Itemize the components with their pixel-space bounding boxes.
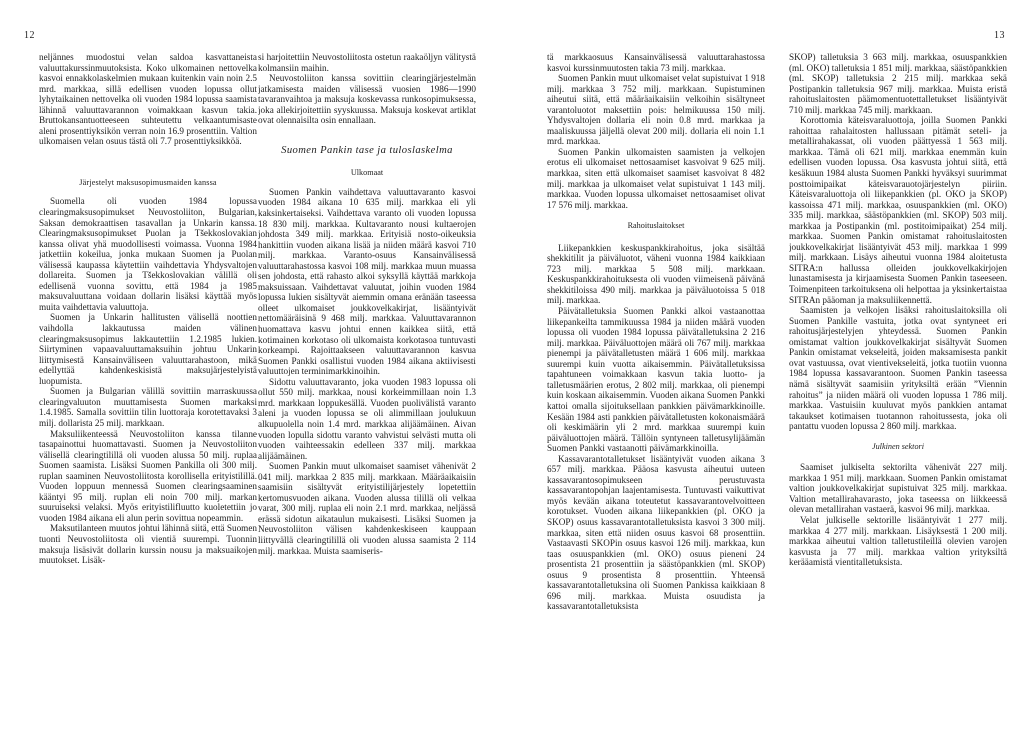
- paragraph: Saamisten ja velkojen lisäksi rahoituslaitoksilla oli Suomen Pankille vastuita, jotka ovat syntyneet eri rahoitusjärjestelyjen yhteydessä. Suomen Pankin omistamat valtion joukkovelkakirjat sisältyvät Suomen Pankin omistamat vekseleitä, joiden maksamisesta pankit ovat vastuussa, ovat vientivekseleitä, jotka tuotiin vuonna 1984 lopussa kassavarantoon. Suomen Pankin taseessa nämä sisältyvät saamisiin yrityksiltä erään ”Viennin rahoitus” ja niiden määrä oli vuoden lopussa 1 786 milj. markkaa. Vastuisiin kuuluvat myös pankkien antamat takaukset kotimaisen tuotannon rahoitussesta, joka oli pantattu vuoden lopussa 2 860 milj. markkaa.: [789, 305, 1007, 432]
- paragraph: Suomella oli vuoden 1984 lopussa clearingmaksusopimukset Neuvostoliiton, Bulgarian, Saksan demokraattisen tasavallan ja Unkarin kanssa. Clearingmaksusopimukset Puolan ja Tšekkoslovakian kanssa olivat yhä muodollisesti voimassa. Vuonna 1984 jatkettiin kokeilua, jonka mukaan Suomen ja Puolan välisessä kaupassa käytettiin vaihdettavia Yhdysvaltojen dollareita. Suomen ja Tšekkoslovakian välillä oli edellisenä vuonna sovittu, että 1984 ja 1985 maksuvaluuttana voidaan dollarin lisäksi käyttää myös muita vaihdettavia valuuttoja.: [39, 196, 257, 312]
- paragraph: Kassavarantotalletukset lisääntyivät vuoden aikana 3 657 milj. markkaa. Pääosa kasvusta aiheutui uuteen kassavarantosopimukseen perustuvasta kassavarantopohjan laajentamisesta. Tuntuvasti vaikuttivat myös kevään aikana toteutetut kassavarantovelvoitteen korotukset. Vuoden aikana liikepankkien (pl. OKO ja SKOP) osuus kassavarantotalletuksista kasvoi 3 300 milj. markkaa, siten että niiden osuus kasvoi 68 prosenttiin. Vastaavasti SKOPin osuus kasvoi 126 milj. markkaa, kun taas osuuspankkien (ml. OKO) osuus pieneni 24 prosentista 21 prosenttiin ja säästöpankkien (ml. SKOP) osuus 9 prosentista 8 prosenttiin. Yhteensä kassavarantotalletuksina oli Suomen Pankissa kaikkiaan 8 696 milj. markkaa. Muista osuudista ja kassavarantotalletuksista: [547, 453, 765, 612]
- paragraph: Neuvostoliiton kanssa sovittiin clearingjärjestelmän jatkamisesta maiden välisessä vuosien 1986—1990 tavaranvaihtoa ja maksuja koskevassa runkosopimuksessa, joka allekirjoitettiin syyskuussa. Maksuja koskevat artiklat ovat olennaisilta osin ennallaan.: [258, 73, 476, 126]
- paragraph: Maksutilanteen muutos johtui lähinnä siitä, että Suomen tuonti Neuvostoliitosta oli vientiä suurempi. Tuonnin maksuja lisäsivät dollarin kurssin nousu ja maksuaikojen muutokset. Lisäk-: [39, 523, 257, 566]
- page-number-right: 13: [994, 30, 1005, 41]
- column-2: [258, 52, 476, 722]
- page-number-left: 12: [24, 30, 35, 41]
- paragraph: Suomen ja Bulgarian välillä sovittiin marraskuussa clearingvaluuton muuttamisesta Suomen markaksi 1.4.1985. Samalla sovittiin tilin luottoraja korotettavaksi 3 milj. dollarista 25 milj. markkaan.: [39, 386, 257, 428]
- paragraph: Velat julkiselle sektorille lisääntyivät 1 277 milj. markkaa 4 277 milj. markkaan. Lisäyksestä 1 200 milj. markkaa aiheutui valtion talletustileillä olevien varojen kasvusta ja 77 milj. markkaa valtion yrityksiltä kerääamistä vientitalletuksista.: [789, 514, 1007, 568]
- chapter-heading: Suomen Pankin tase ja tuloslaskelma: [281, 144, 453, 156]
- section-heading: Järjestelyt maksusopimusmaiden kanssa: [79, 177, 217, 187]
- paragraph: Päivätalletuksia Suomen Pankki alkoi vastaanottaa liikepankeilta tammikuussa 1984 ja niiden määrä vuoden lopussa oli vuoden 1984 lopussa päivätalletuksina 2 216 milj. markkaa. Päiväluottojen määrä oli 767 milj. markkaa pienempi ja päivätalletusten määrä 1 606 milj. markkaa suurempi kuin vuotta aikaisemmin. Päivätalletuksissa tapahtuneen voimakkaan kasvun takia luotto- ja talletusmäärien erotus, 2 802 milj. markkaa, oli pienempi kuin koskaan aikaisemmin. Vuoden aikana Suomen Pankki kattoi omalla sijoituksellaan pankkien päivämarkkinoille. Kesään 1984 asti pankkien päivätalletusten kokonaismäärä oli keskimäärin yli 2 mrd. markkaa suurempi kuin päiväluottojen määrä. Tällöin syntyneen talletusylijäämän Suomen Pankki vastaanotti päivämarkkinoilla.: [547, 306, 765, 454]
- paragraph: si harjoitettiin Neuvostoliitosta ostetun raakaöljyn välitystä kolmansiin maihin.: [258, 52, 476, 73]
- paragraph: Saamiset julkiselta sektorilta vähenivät 227 milj. markkaa 1 951 milj. markkaan. Suomen Pankin omistamat valtion joukkovelkakirjat supistuivat 325 milj. markkaa. Valtion metallirahavarasto, joka taseessa on liikkeessä olevan metallirahan vastaerä, kasvoi 96 milj. markkaa.: [789, 462, 1007, 515]
- column-1: [39, 52, 257, 722]
- paragraph: Suomen Pankin muut ulkomaiset saamiset vähenivät 2 041 milj. markkaa 2 835 milj. markkaan. Määräaikaisiin saamisiin sisältyvät erityistilijärjestely lopetettiin kertomusvuoden aikana. Vuoden alussa tilillä oli velkaa varat, 300 milj. ruplaa eli noin 2.1 mrd. markkaa, neljässä erässä sidotun aikataulun mukaisesti. Lisäksi Suomen ja Neuvostoliiton välisen kahdenkeskiseen kauppaan liittyvällä clearingtilillä oli vuoden alussa saamista 2 114 milj. markkaa. Muista saamiseris-: [258, 461, 476, 556]
- paragraph: Suomen Pankin muut ulkomaiset velat supistuivat 1 918 milj. markkaa 3 752 milj. markkaan. Supistuminen aiheutui siitä, että määräaikaisiin velkoihin sisältyneet varantoluotot maksettiin pois: helmikuussa 150 milj. Yhdysvaltojen dollaria eli noin 0.8 mrd. markkaa ja maaliskuussa jäljellä olevat 200 milj. dollaria eli noin 1.1 mrd. markkaa.: [547, 73, 765, 147]
- column-3: [547, 52, 765, 722]
- section-heading: Julkinen sektori: [871, 441, 925, 451]
- paragraph: Maksuliikenteessä Neuvostoliiton kanssa tilanne tasapainottui huomattavasti. Suomen ja Neuvostoliiton välisellä clearingtilillä oli vuoden alussa 50 milj. ruplaa Suomen saamista. Lisäksi Suomen Pankilla oli 300 milj. ruplan saaminen Neuvostoliitosta korollisella erityistilillä. Vuoden loppuun mennessä Suomen clearingsaaminen kääntyi 95 milj. ruplan eli noin 700 milj. markan suuruiseksi velaksi. Myös erityistilifluutto kuoletettiin jo vuoden 1984 aikana eli alun perin sovittua nopeammin.: [39, 428, 257, 523]
- section-heading: Rahoituslaitokset: [627, 221, 685, 231]
- paragraph: Liikepankkien keskuspankkirahoitus, joka sisältää shekkitilit ja päiväluotot, väheni vuonna 1984 kaikkiaan 723 milj. markkaa 5 508 milj. markkaan. Keskuspankkirahoituksesta oli vuoden viimeisenä päivänä shekkitiloissa 490 milj. markkaa ja päiväluotoissa 5 018 milj. markkaa.: [547, 242, 765, 306]
- paragraph: Suomen Pankin vaihdettava valuuttavaranto kasvoi vuoden 1984 aikana 10 635 milj. markkaa eli yli kaksinkertaiseksi. Vaihdettava varanto oli vuoden lopussa 18 830 milj. markkaa. Kultavaranto nousi kultaerojen johdosta 349 milj. markkaa. Erityisiä nosto-oikeuksia hankittiin vuoden aikana lisää ja niiden määrä kasvoi 710 milj. markkaa. Varanto-osuus Kansainvälisessä valuuttarahastossa kasvoi 108 milj. markkaa muun muassa sen johdosta, että rahasto alkoi syksyllä käyttää markkoja maksuissaan. Vaihdettavat valuutat, joihin vuoden 1984 lopussa lukien sisältyvät aiemmin omana eränään taseessa olleet ulkomaiset joukkovelkakirjat, lisääntyivät nettomääräisinä 9 468 milj. markkaa. Valuuttavarannon huomattava kasvu johtui ennen kaikkea siitä, että kotimainen korkotaso oli ulkomaista korkotasoa tuntuvasti korkeampi. Rajoittaakseen valuuttavarannon kasvua Suomen Pankki osallistui vuoden 1984 aikana aktiivisesti valuuttojen terminimarkkinoihin.: [258, 186, 476, 377]
- paragraph: Suomen Pankin ulkomaisten saamisten ja velkojen erotus eli ulkomaiset nettosaamiset kasvoivat 9 625 milj. markkaa, siten että ulkomaiset saamiset kasvoivat 8 482 milj. markkaa ja ulkomaiset velat supistuivat 1 143 milj. markkaa. Vuoden lopussa ulkomaiset nettosaamiset olivat 17 576 milj. markkaa.: [547, 146, 765, 210]
- paragraph: tä markkaosuus Kansainvälisessä valuuttarahastossa kasvoi kurssinmuutosten takia 73 milj. markkaa.: [547, 52, 765, 73]
- paragraph: Suomen ja Unkarin hallitusten välisellä noottien vaihdolla lakkautussa maiden välinen clearingmaksusopimus lakkautettiin 1.2.1985 lukien. Siirtyminen vapaavaluuttamaksuihin johtuu Unkarin liittymisestä Kansainväliseen valuuttarahastoon, mikä edellyttää kahdenkeskisistä maksujärjestelyistä luopumista.: [39, 312, 257, 386]
- paragraph: SKOP) talletuksia 3 663 milj. markkaa, osuuspankkien (ml. OKO) talletuksia 1 851 milj. markkaa, säästöpankkien (ml. SKOP) talletuksia 2 215 milj. markkaa sekä Postipankin talletuksia 967 milj. markkaa. Muista eristä rahoituslaitosten päämomentuotettalletukset lisääntyivät 710 milj. markkaa 745 milj. markkaan.: [789, 52, 1007, 115]
- section-heading: Ulkomaat: [350, 168, 384, 178]
- paragraph: Sidottu valuuttavaranto, joka vuoden 1983 lopussa oli ollut 550 milj. markkaa, nousi korkeimmillaan noin 1.3 mrd. markkaan loppukesällä. Vuoden puolivälistä varanto aleni ja vuoden lopussa se oli alimmillaan joulukuun alkupuolella noin 1.4 mrd. markkaa alijäämäinen. Aivan vuoden lopulla sidottu varanto vahvistui selvästi mutta oli vuoden vaihteessakin edelleen 337 milj. markkaa alijäämäinen.: [258, 376, 476, 461]
- column-4: [789, 52, 1007, 722]
- paragraph: Korottomia käteisvaraluottoja, joilla Suomen Pankki rahoittaa rahalaitosten hallussaan pitämät seteli- ja metallirahakassat, oli vuoden päättyessä 1 563 milj. markkaa. Tämä oli 621 milj. markkaa enemmän kuin edellisen vuoden lopussa. Osa kasvusta johtui siitä, että kesäkuun 1984 alusta Suomen Pankki hyväksyi suurimmat posttoimipaikat käteisvarauotojärjestelyn piiriin. Käteisvaraluottoja oli liikepankkien (pl. OKO ja SKOP) kassoissa 471 milj. markkaa, osuuspankkien (ml. OKO) 335 milj. markkaa, säästöpankkien (ml. SKOP) 503 milj. markkaa ja Postipankin (ml. postitoimipaikat) 254 milj. markkaa. Suomen Pankin omistamat rahoituslaitosten joukkovelkakirjat lisääntyivät 453 milj. markkaa 1 999 milj. markkaan. Lisäys aiheutui vuonna 1984 aloitetusta SITRA:n hallussa olleiden joukkovelkakirjojen lunastamisesta ja kirjaamisesta Suomen Pankin taseeseen. Toimenpiteen tarkoituksena oli helpottaa ja yksinkertaistaa SITRAn pääoman ja maksuliikennettä.: [789, 115, 1007, 305]
- paragraph: neljännes muodostui velan saldoa kasvattaneista valuuttakurssinmuutoksista. Koko ulkomainen nettovelka kasvoi ennakkolaskelmien mukaan kuitenkin vain noin 2.5 mrd. markkaa, sillä edellisen vuoden lopussa ollut lyhytaikainen nettovelka oli vuoden 1984 lopussa saamista lähinnä valuuttavarannon voimakkaan kasvun takia. Bruttokansantuotteeseen suhteutettu velkaantumisaste aleni prosenttiyksikön verran noin 16.9 prosenttiin. Valtion ulkomaisen velan osuus tästä oli 7.7 prosenttiyksikköä.: [39, 52, 257, 147]
